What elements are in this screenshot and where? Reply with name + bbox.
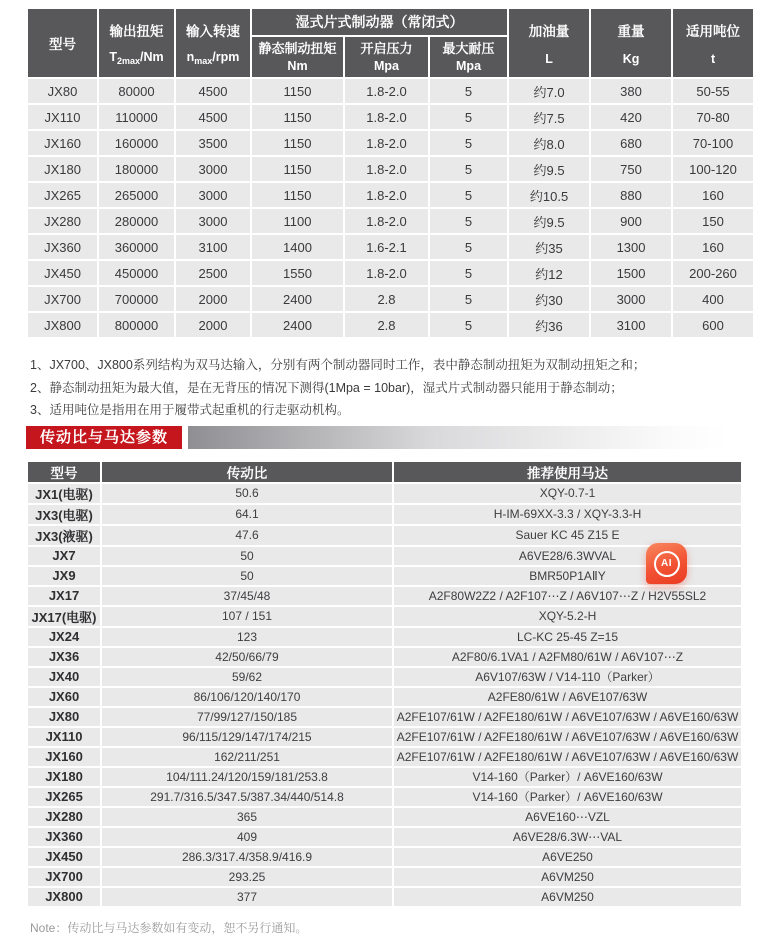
cell-model: JX9 xyxy=(28,567,100,585)
cell-oil-volume: 约9.5 xyxy=(509,209,589,233)
cell-ratio: 291.7/316.5/347.5/387.34/440/514.8 xyxy=(102,788,392,806)
header-input-speed-unit: $n_{max}$/rpm xyxy=(186,50,240,67)
cell-motor: XQY-5.2-H xyxy=(394,607,741,626)
ratio-table-row xyxy=(28,607,741,626)
cell-model: JX60 xyxy=(28,688,100,706)
ratio-table-row xyxy=(28,648,741,666)
cell-input-speed: 2500 xyxy=(176,261,250,285)
ratio-table-body xyxy=(28,484,741,906)
cell-model: JX110 xyxy=(28,728,100,746)
ratio-table-row xyxy=(28,628,741,646)
cell-input-speed: 3000 xyxy=(176,183,250,207)
cell-motor: V14-160（Parker）/ A6VE160/63W xyxy=(394,768,741,786)
cell-motor: A6VM250 xyxy=(394,868,741,886)
cell-output-torque: 80000 xyxy=(99,79,174,103)
header-tonnage-unit: t xyxy=(710,51,716,66)
cell-motor: A6VM250 xyxy=(394,888,741,906)
cell-motor: V14-160（Parker）/ A6VE160/63W xyxy=(394,788,741,806)
cell-motor: Sauer KC 45 Z15 E xyxy=(394,526,741,545)
cell-model: JX17 xyxy=(28,587,100,605)
ratio-header-model: 型号 xyxy=(28,462,100,482)
ratio-table-row xyxy=(28,888,741,906)
cell-model: JX800 xyxy=(28,888,100,906)
cell-motor: A2F80W2Z2 / A2F107⋯Z / A6V107⋯Z / H2V55SL2 xyxy=(394,587,741,605)
ratio-table-row xyxy=(28,748,741,766)
ratio-table-row xyxy=(28,788,741,806)
note-line: 2、静态制动扭矩为最大值，是在无背压的情况下测得(1Mpa = 10bar)，湿式片式制动器只能用于静态制动； xyxy=(30,380,623,395)
spec-table-row xyxy=(28,261,753,285)
cell-tonnage: 50-55 xyxy=(673,79,753,103)
cell-tonnage: 100-120 xyxy=(673,157,753,181)
note-line: 3、适用吨位是指用在用于履带式起重机的行走驱动机构。 xyxy=(30,403,350,417)
cell-input-speed: 3100 xyxy=(176,235,250,259)
cell-opening-pressure: 1.6-2.1 xyxy=(345,235,428,259)
cell-ratio: 123 xyxy=(102,628,392,646)
ratio-header-ratio: 传动比 xyxy=(102,462,392,482)
header-opening-pressure-label: 开启压力 xyxy=(360,40,413,56)
cell-oil-volume: 约12 xyxy=(509,261,589,285)
cell-model: JX1(电驱) xyxy=(28,484,100,503)
cell-ratio: 64.1 xyxy=(102,505,392,524)
cell-output-torque: 280000 xyxy=(99,209,174,233)
header-weight-unit: Kg xyxy=(622,51,640,66)
cell-model: JX180 xyxy=(28,768,100,786)
section-banner xyxy=(26,426,767,449)
cell-output-torque: 110000 xyxy=(99,105,174,129)
header-output-torque xyxy=(99,9,174,77)
cell-tonnage: 160 xyxy=(673,235,753,259)
cell-ratio: 286.3/317.4/358.9/416.9 xyxy=(102,848,392,866)
spec-table-row xyxy=(28,157,753,181)
header-static-brake-torque-unit: Nm xyxy=(287,58,308,73)
cell-max-pressure: 5 xyxy=(430,79,507,103)
cell-motor: A6VE160⋯VZL xyxy=(394,808,741,826)
header-oil-volume xyxy=(509,9,589,77)
cell-ratio: 293.25 xyxy=(102,868,392,886)
cell-max-pressure: 5 xyxy=(430,313,507,337)
cell-ratio: 162/211/251 xyxy=(102,748,392,766)
cell-opening-pressure: 1.8-2.0 xyxy=(345,183,428,207)
cell-weight: 1500 xyxy=(591,261,671,285)
cell-ratio: 86/106/120/140/170 xyxy=(102,688,392,706)
spec-table-row xyxy=(28,287,753,311)
cell-model: JX24 xyxy=(28,628,100,646)
header-weight-label: 重量 xyxy=(617,24,645,40)
cell-opening-pressure: 2.8 xyxy=(345,313,428,337)
ratio-table-row xyxy=(28,828,741,846)
spec-table-row xyxy=(28,183,753,207)
header-brake-group-label: 湿式片式制动器（常闭式） xyxy=(295,14,464,30)
cell-model: JX280 xyxy=(28,808,100,826)
header-weight xyxy=(591,9,671,77)
cell-oil-volume: 约30 xyxy=(509,287,589,311)
cell-max-pressure: 5 xyxy=(430,105,507,129)
cell-input-speed: 3000 xyxy=(176,209,250,233)
cell-ratio: 37/45/48 xyxy=(102,587,392,605)
cell-motor: A2FE107/61W / A2FE180/61W / A6VE107/63W / A6VE160/63W xyxy=(394,708,741,726)
cell-motor: A2F80/6.1VA1 / A2FM80/61W / A6V107⋯Z xyxy=(394,648,741,666)
cell-model: JX3(电驱) xyxy=(28,505,100,524)
cell-max-pressure: 5 xyxy=(430,157,507,181)
cell-model: JX450 xyxy=(28,848,100,866)
cell-static-brake-torque: 1550 xyxy=(252,261,343,285)
cell-input-speed: 3000 xyxy=(176,157,250,181)
cell-tonnage: 160 xyxy=(673,183,753,207)
cell-weight: 680 xyxy=(591,131,671,155)
cell-output-torque: 265000 xyxy=(99,183,174,207)
cell-ratio: 77/99/127/150/185 xyxy=(102,708,392,726)
cell-ratio: 50 xyxy=(102,567,392,585)
cell-weight: 3000 xyxy=(591,287,671,311)
cell-ratio: 96/115/129/147/174/215 xyxy=(102,728,392,746)
cell-weight: 750 xyxy=(591,157,671,181)
cell-motor: A2FE107/61W / A2FE180/61W / A6VE107/63W / A6VE160/63W xyxy=(394,728,741,746)
ratio-table-row xyxy=(28,848,741,866)
cell-ratio: 365 xyxy=(102,808,392,826)
cell-motor: A6V107/63W / V14-110（Parker） xyxy=(394,668,741,686)
cell-ratio: 59/62 xyxy=(102,668,392,686)
ratio-table-row xyxy=(28,484,741,503)
cell-output-torque: 450000 xyxy=(99,261,174,285)
cell-max-pressure: 5 xyxy=(430,287,507,311)
cell-oil-volume: 约10.5 xyxy=(509,183,589,207)
cell-ratio: 377 xyxy=(102,888,392,906)
header-input-speed-label: 输入转速 xyxy=(186,23,240,39)
cell-tonnage: 400 xyxy=(673,287,753,311)
section-title: 传动比与马达参数 xyxy=(26,426,182,449)
cell-output-torque: 700000 xyxy=(99,287,174,311)
spec-table-row xyxy=(28,235,753,259)
clipped-footnote: Note：传动比与马达参数如有变动，恕不另行通知。 xyxy=(30,920,308,935)
cell-weight: 880 xyxy=(591,183,671,207)
cell-input-speed: 4500 xyxy=(176,105,250,129)
ratio-header-motor: 推荐使用马达 xyxy=(394,462,741,482)
cell-max-pressure: 5 xyxy=(430,261,507,285)
cell-opening-pressure: 1.8-2.0 xyxy=(345,79,428,103)
ai-badge-ring-icon xyxy=(654,551,680,577)
cell-input-speed: 2000 xyxy=(176,313,250,337)
header-opening-pressure xyxy=(345,37,428,77)
cell-ratio: 107 / 151 xyxy=(102,607,392,626)
cell-model: JX160 xyxy=(28,131,97,155)
cell-oil-volume: 约36 xyxy=(509,313,589,337)
cell-motor: H-IM-69XX-3.3 / XQY-3.3-H xyxy=(394,505,741,524)
cell-model: JX700 xyxy=(28,868,100,886)
cell-model: JX280 xyxy=(28,209,97,233)
cell-static-brake-torque: 1150 xyxy=(252,105,343,129)
cell-ratio: 50 xyxy=(102,547,392,565)
cell-model: JX7 xyxy=(28,547,100,565)
cell-oil-volume: 约35 xyxy=(509,235,589,259)
cell-motor: BMR50P1AⅡY xyxy=(394,567,741,585)
cell-static-brake-torque: 2400 xyxy=(252,313,343,337)
spec-table-body xyxy=(28,79,753,337)
cell-model: JX110 xyxy=(28,105,97,129)
header-oil-volume-unit: L xyxy=(545,51,553,66)
cell-model: JX160 xyxy=(28,748,100,766)
cell-model: JX450 xyxy=(28,261,97,285)
cell-model: JX360 xyxy=(28,828,100,846)
ratio-table-row xyxy=(28,708,741,726)
cell-output-torque: 800000 xyxy=(99,313,174,337)
ratio-table-row xyxy=(28,587,741,605)
cell-tonnage: 70-100 xyxy=(673,131,753,155)
cell-output-torque: 160000 xyxy=(99,131,174,155)
cell-opening-pressure: 1.8-2.0 xyxy=(345,157,428,181)
cell-static-brake-torque: 1100 xyxy=(252,209,343,233)
header-model xyxy=(28,9,97,77)
cell-model: JX265 xyxy=(28,788,100,806)
cell-oil-volume: 约8.0 xyxy=(509,131,589,155)
ratio-table-row xyxy=(28,808,741,826)
cell-ratio: 47.6 xyxy=(102,526,392,545)
ratio-table-row xyxy=(28,547,741,565)
cell-static-brake-torque: 1150 xyxy=(252,183,343,207)
cell-max-pressure: 5 xyxy=(430,209,507,233)
cell-opening-pressure: 2.8 xyxy=(345,287,428,311)
header-output-torque-label: 输出扭矩 xyxy=(109,23,164,39)
cell-model: JX80 xyxy=(28,79,97,103)
header-max-pressure xyxy=(430,37,507,77)
cell-model: JX17(电驱) xyxy=(28,607,100,626)
cell-motor: A6VE250 xyxy=(394,848,741,866)
cell-motor: LC-KC 25-45 Z=15 xyxy=(394,628,741,646)
cell-input-speed: 2000 xyxy=(176,287,250,311)
cell-opening-pressure: 1.8-2.0 xyxy=(345,105,428,129)
cell-max-pressure: 5 xyxy=(430,235,507,259)
ratio-table-row xyxy=(28,526,741,545)
cell-output-torque: 180000 xyxy=(99,157,174,181)
header-static-brake-torque-label: 静态制动扭矩 xyxy=(258,40,337,56)
cell-static-brake-torque: 1150 xyxy=(252,157,343,181)
cell-ratio: 409 xyxy=(102,828,392,846)
cell-weight: 1300 xyxy=(591,235,671,259)
header-tonnage xyxy=(673,9,753,77)
cell-input-speed: 3500 xyxy=(176,131,250,155)
cell-static-brake-torque: 1150 xyxy=(252,131,343,155)
ratio-table xyxy=(26,460,743,908)
cell-oil-volume: 约7.5 xyxy=(509,105,589,129)
cell-oil-volume: 约9.5 xyxy=(509,157,589,181)
cell-tonnage: 70-80 xyxy=(673,105,753,129)
header-output-torque-unit: $T_{2max}/Nm$ xyxy=(109,50,164,67)
cell-model: JX180 xyxy=(28,157,97,181)
cell-weight: 900 xyxy=(591,209,671,233)
header-brake-group xyxy=(252,9,507,35)
cell-ratio: 42/50/66/79 xyxy=(102,648,392,666)
ratio-table-row xyxy=(28,668,741,686)
header-max-pressure-label: 最大耐压 xyxy=(442,40,495,56)
catalog-page xyxy=(0,7,767,935)
ratio-table-row xyxy=(28,505,741,524)
cell-max-pressure: 5 xyxy=(430,131,507,155)
cell-ratio: 104/111.24/120/159/181/253.8 xyxy=(102,768,392,786)
ratio-table-row xyxy=(28,567,741,585)
cell-motor: A2FE80/61W / A6VE107/63W xyxy=(394,688,741,706)
cell-model: JX265 xyxy=(28,183,97,207)
cell-tonnage: 150 xyxy=(673,209,753,233)
header-static-brake-torque xyxy=(252,37,343,77)
note-line: 1、JX700、JX800系列结构为双马达输入，分别有两个制动器同时工作，表中静态制动扭矩为双制动扭矩之和； xyxy=(30,358,646,372)
spec-table xyxy=(26,7,755,339)
cell-opening-pressure: 1.8-2.0 xyxy=(345,131,428,155)
notes-list xyxy=(30,354,767,422)
cell-model: JX40 xyxy=(28,668,100,686)
spec-table-row xyxy=(28,313,753,337)
cell-model: JX80 xyxy=(28,708,100,726)
cell-model: JX800 xyxy=(28,313,97,337)
header-oil-volume-label: 加油量 xyxy=(528,24,570,40)
spec-table-row xyxy=(28,209,753,233)
spec-table-row xyxy=(28,105,753,129)
cell-output-torque: 360000 xyxy=(99,235,174,259)
cell-weight: 420 xyxy=(591,105,671,129)
cell-static-brake-torque: 2400 xyxy=(252,287,343,311)
cell-opening-pressure: 1.8-2.0 xyxy=(345,261,428,285)
header-input-speed xyxy=(176,9,250,77)
ratio-table-row xyxy=(28,768,741,786)
cell-opening-pressure: 1.8-2.0 xyxy=(345,209,428,233)
header-opening-pressure-unit: Mpa xyxy=(374,58,399,73)
cell-model: JX36 xyxy=(28,648,100,666)
cell-motor: XQY-0.7-1 xyxy=(394,484,741,503)
cell-weight: 380 xyxy=(591,79,671,103)
banner-gradient-bar xyxy=(188,426,728,449)
spec-table-row xyxy=(28,131,753,155)
cell-motor: A6VE28/6.3W⋯VAL xyxy=(394,828,741,846)
header-max-pressure-unit: Mpa xyxy=(456,58,482,73)
cell-tonnage: 200-260 xyxy=(673,261,753,285)
cell-model: JX700 xyxy=(28,287,97,311)
ratio-table-row xyxy=(28,868,741,886)
spec-table-row xyxy=(28,79,753,103)
cell-motor: A2FE107/61W / A2FE180/61W / A6VE107/63W / A6VE160/63W xyxy=(394,748,741,766)
cell-static-brake-torque: 1150 xyxy=(252,79,343,103)
cell-model: JX360 xyxy=(28,235,97,259)
cell-static-brake-torque: 1400 xyxy=(252,235,343,259)
header-tonnage-label: 适用吨位 xyxy=(686,24,741,40)
cell-weight: 3100 xyxy=(591,313,671,337)
cell-motor: A6VE28/6.3WVAL xyxy=(394,547,741,565)
header-model-label: 型号 xyxy=(49,37,76,52)
ratio-table-row xyxy=(28,728,741,746)
ai-badge-label: AI xyxy=(661,558,672,569)
ai-assistant-badge[interactable] xyxy=(646,543,687,584)
ratio-table-row xyxy=(28,688,741,706)
cell-ratio: 50.6 xyxy=(102,484,392,503)
cell-input-speed: 4500 xyxy=(176,79,250,103)
cell-model: JX3(液驱) xyxy=(28,526,100,545)
cell-tonnage: 600 xyxy=(673,313,753,337)
cell-oil-volume: 约7.0 xyxy=(509,79,589,103)
cell-max-pressure: 5 xyxy=(430,183,507,207)
